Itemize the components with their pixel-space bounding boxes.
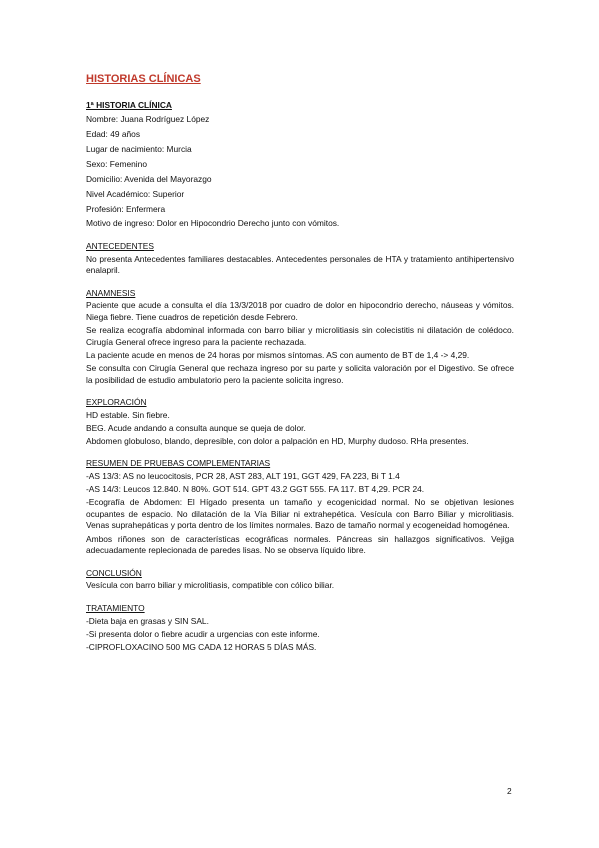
paragraph: Paciente que acude a consulta el día 13/3/2018 por cuadro de dolor en hipocondrio derecho, náuseas y vómitos. Niega fiebre. Tiene cuadros de repetición desde Febrero. — [86, 300, 514, 323]
section-conclusion — [86, 568, 514, 592]
section-heading: ANAMNESIS — [86, 287, 136, 298]
field-profession: Profesión: Enfermera — [86, 203, 166, 214]
field-admission-reason: Motivo de ingreso: Dolor en Hipocondrio Derecho junto con vómitos. — [86, 218, 340, 229]
section-heading: CONCLUSIÓN — [86, 567, 142, 578]
section-tratamiento — [86, 603, 514, 653]
paragraph: La paciente acude en menos de 24 horas por mismos síntomas. AS con aumento de BT de 1,4 -> 4,29. — [86, 349, 470, 360]
section-anamnesis — [86, 288, 514, 386]
page-number: 2 — [507, 786, 512, 796]
document-content — [86, 72, 514, 655]
paragraph: -AS 14/3: Leucos 12.840. N 80%. GOT 514. GPT 43.2 GGT 555. FA 117. BT 4,29. PCR 24. — [86, 484, 425, 495]
record-title: 1ª HISTORIA CLÍNICA — [86, 100, 172, 110]
paragraph: -Dieta baja en grasas y SIN SAL. — [86, 615, 209, 626]
paragraph: Vesícula con barro biliar y microlitiasis, compatible con cólico biliar. — [86, 580, 335, 591]
field-birthplace: Lugar de nacimiento: Murcia — [86, 143, 192, 154]
section-heading: EXPLORACIÓN — [86, 397, 147, 408]
paragraph: No presenta Antecedentes familiares destacables. Antecedentes personales de HTA y tratamiento antihipertensivo enalapril. — [86, 253, 514, 276]
paragraph: HD estable. Sin fiebre. — [86, 409, 170, 420]
patient-fields — [86, 114, 514, 230]
field-name: Nombre: Juana Rodríguez López — [86, 113, 210, 124]
paragraph: Abdomen globuloso, blando, depresible, con dolor a palpación en HD, Murphy dudoso. RHa presentes. — [86, 435, 469, 446]
paragraph: -Ecografía de Abdomen: El Hígado presenta un tamaño y ecogenicidad normal. No se objetivan lesiones ocupantes de espacio. No dilatación de la Vía Biliar ni extrahepética. Vesícula con Barro Biliar y microlitiasis. Venas suprahepáticas y porta dentro de los límites normales. Bazo de tamaño normal y ecogeneidad homogénea. — [86, 497, 514, 531]
paragraph: Se realiza ecografía abdominal informada con barro biliar y microlitiasis sin colecistitis ni dilatación de colédoco. Cirugía General ofrece ingreso para la paciente rechazada. — [86, 325, 514, 347]
page-title: HISTORIAS CLÍNICAS — [86, 73, 201, 85]
section-antecedentes — [86, 241, 514, 277]
section-heading: RESUMEN DE PRUEBAS COMPLEMENTARIAS — [86, 458, 271, 469]
section-heading: TRATAMIENTO — [86, 602, 145, 613]
paragraph: -Si presenta dolor o fiebre acudir a urgencias con este informe. — [86, 628, 320, 639]
paragraph: -CIPROFLOXACINO 500 MG CADA 12 HORAS 5 DÍAS MÁS. — [86, 641, 317, 652]
section-exploracion — [86, 397, 514, 447]
section-heading: ANTECEDENTES — [86, 241, 154, 252]
paragraph: Ambos riñones son de características ecográficas normales. Páncreas sin hallazgos significativos. Vejiga adecuadamente replecionada de paredes lisas. No se observa líquido libre. — [86, 533, 514, 556]
field-address: Domicilio: Avenida del Mayorazgo — [86, 173, 212, 184]
field-sex: Sexo: Femenino — [86, 158, 147, 169]
field-education: Nivel Académico: Superior — [86, 188, 185, 199]
paragraph: -AS 13/3: AS no leucocitosis, PCR 28, AST 283, ALT 191, GGT 429, FA 223, Bi T 1.4 — [86, 471, 400, 482]
paragraph: BEG. Acude andando a consulta aunque se queja de dolor. — [86, 422, 306, 433]
section-pruebas — [86, 458, 514, 556]
paragraph: Se consulta con Cirugía General que rechaza ingreso por su parte y solicita valoración por el Digestivo. Se ofrece la posibilidad de estudio ambulatorio pero la paciente solicita ingreso. — [86, 362, 514, 385]
field-age: Edad: 49 años — [86, 128, 141, 139]
